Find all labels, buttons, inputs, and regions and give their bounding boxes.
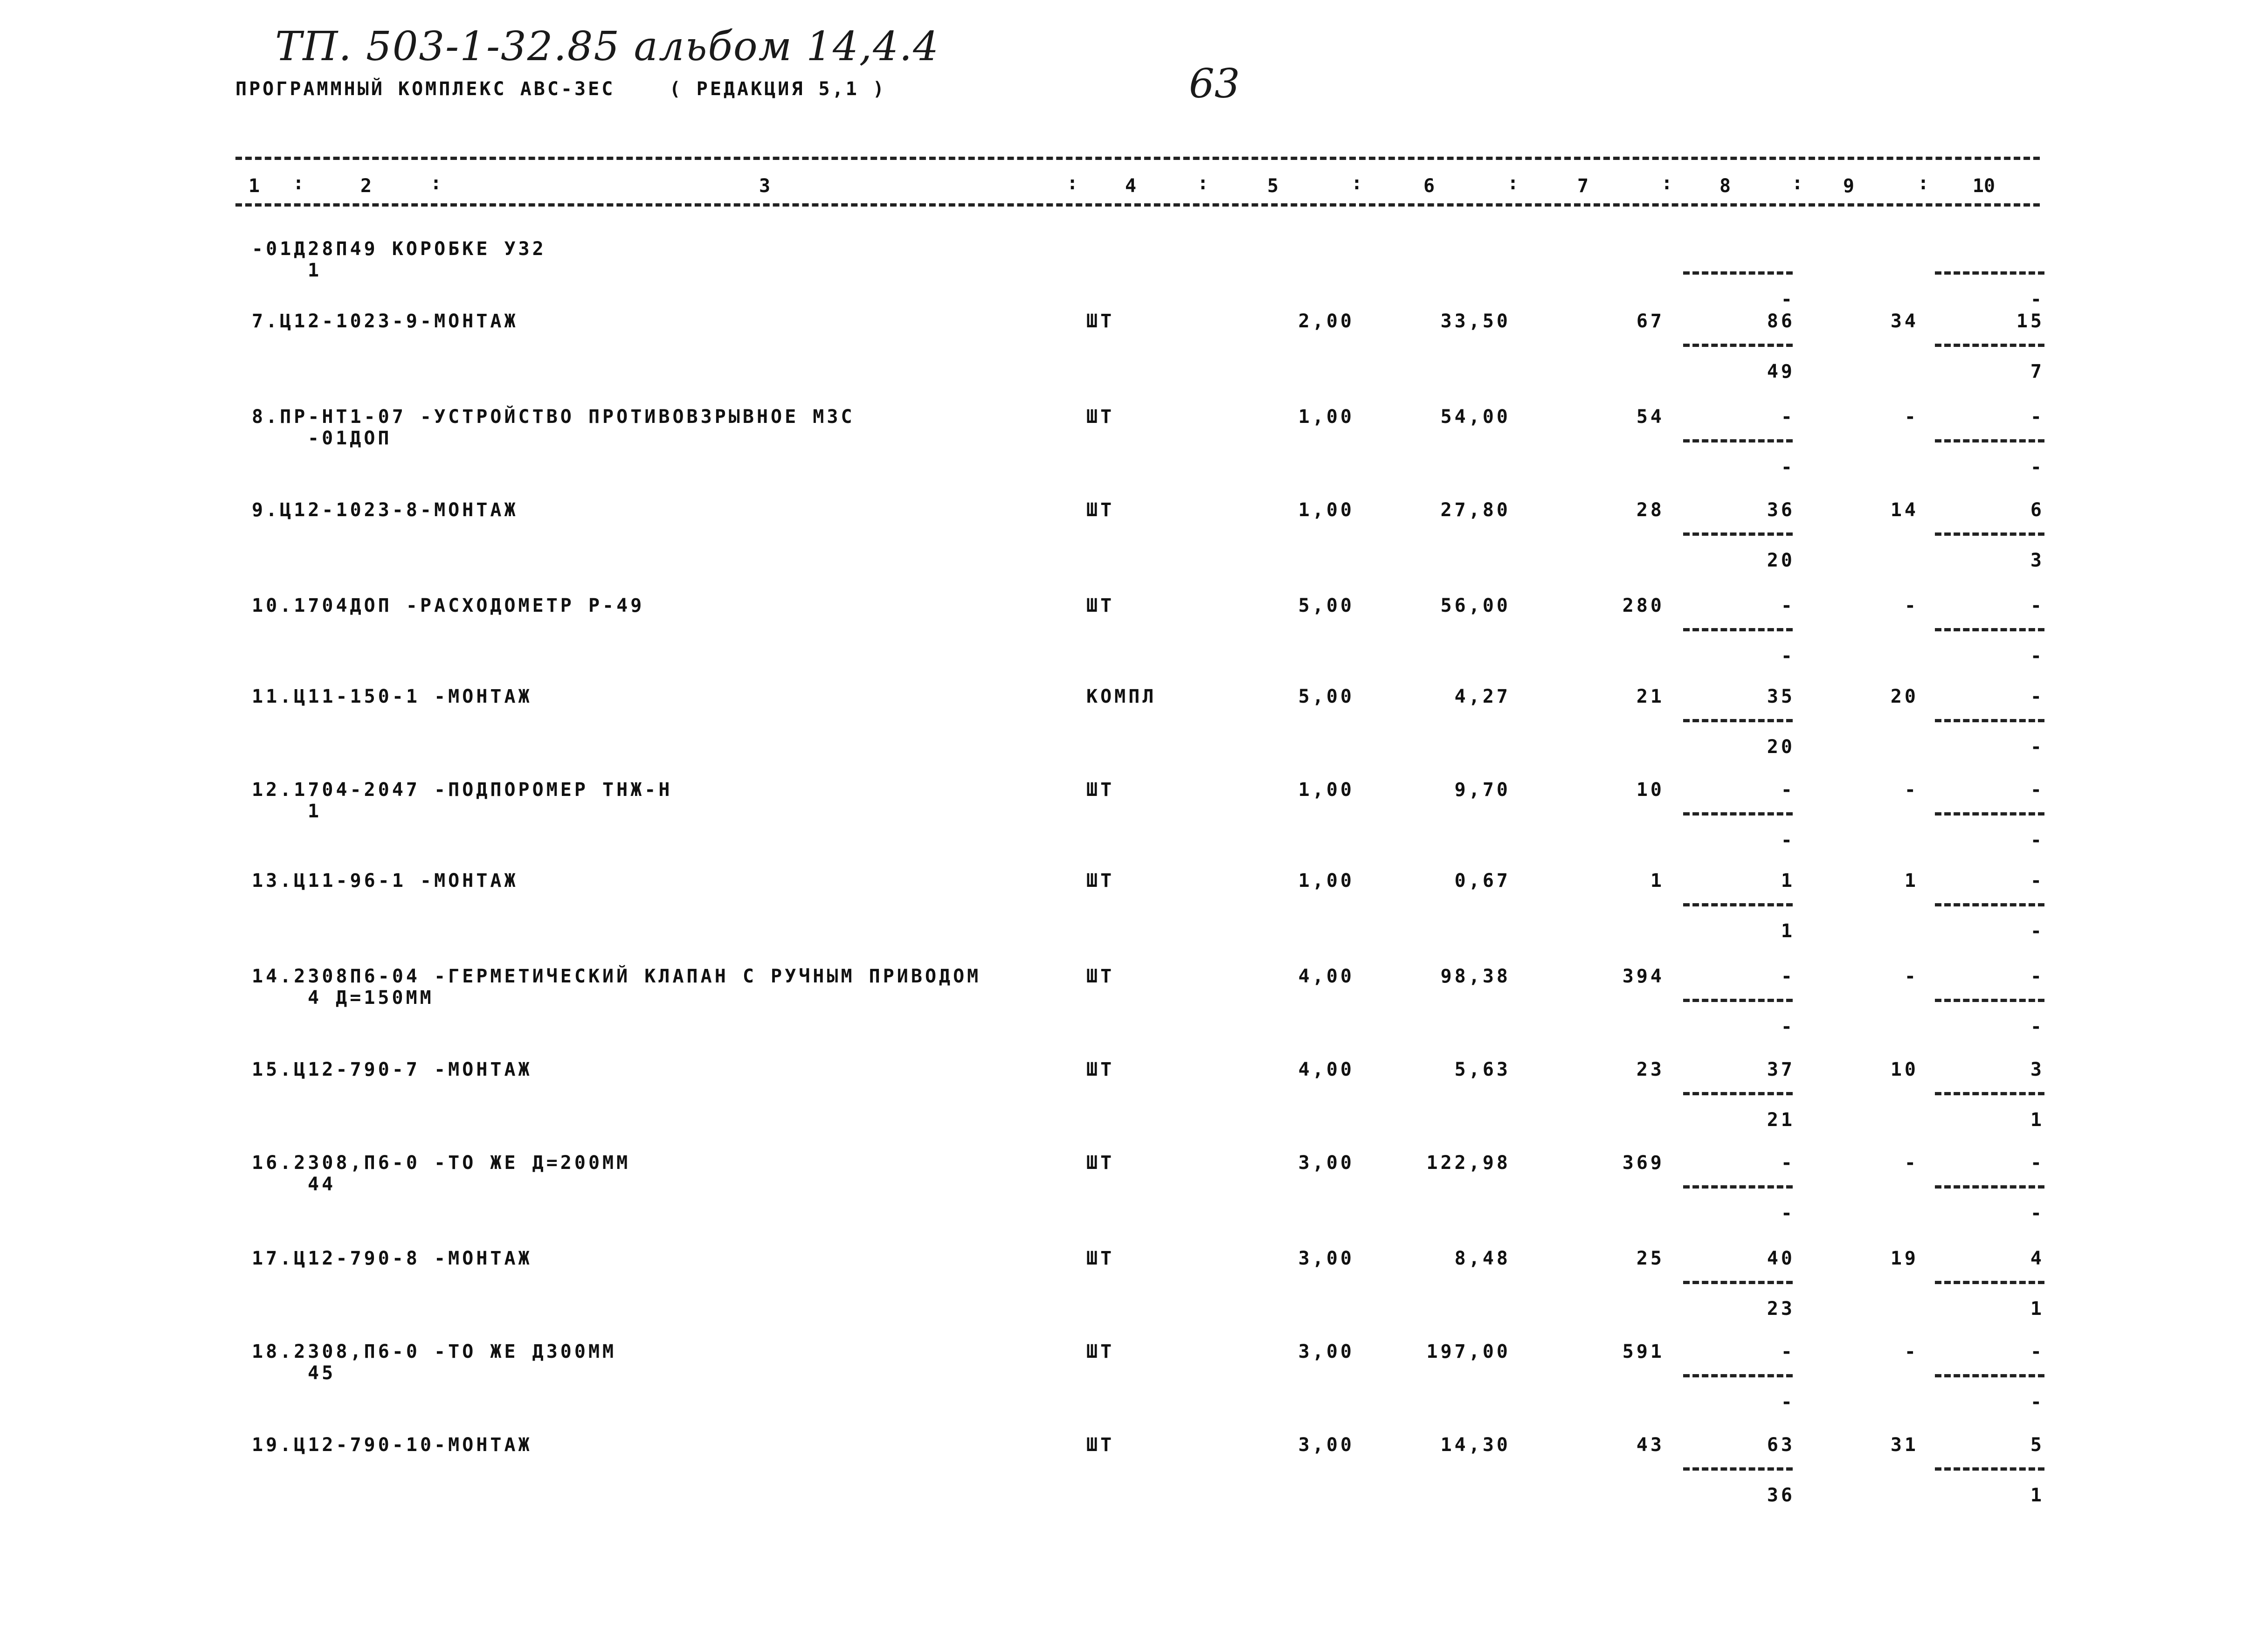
table-row	[0, 779, 2258, 872]
table-row	[0, 1058, 2258, 1152]
col8-upper-cell: 36	[1767, 499, 1795, 521]
fraction-line	[1683, 439, 1793, 442]
col10-lower-cell: -	[2030, 289, 2044, 310]
row-description: 10.1704ДОП -РАСХОДОМЕТР Р-49	[252, 595, 645, 616]
column-header: 5	[1267, 175, 1279, 197]
col8-upper-cell: 37	[1767, 1059, 1795, 1080]
col10-lower-cell: -	[2030, 829, 2044, 851]
col10-upper-cell: 3	[2030, 1059, 2044, 1080]
fraction-line	[1683, 719, 1793, 722]
column-separator: :	[430, 173, 442, 194]
fraction-line	[1683, 532, 1793, 536]
col10-lower-cell: 7	[2030, 361, 2044, 382]
col9-cell: 19	[1890, 1248, 1919, 1269]
quantity-cell: 3,00	[1298, 1152, 1354, 1174]
row-description: 7.Ц12-1023-9-МОНТАЖ	[252, 311, 518, 332]
unit-cell: ШТ	[1086, 406, 1115, 428]
unit-price-cell: 0,67	[1454, 870, 1511, 892]
total-cost-cell: 25	[1636, 1248, 1664, 1269]
program-edition: ( РЕДАКЦИЯ 5,1 )	[669, 78, 886, 100]
col10-lower-cell: 1	[2030, 1298, 2044, 1320]
column-separator: :	[1066, 173, 1078, 194]
quantity-cell: 1,00	[1298, 406, 1354, 428]
table-row	[0, 406, 2258, 499]
col8-lower-cell: 1	[1781, 920, 1795, 942]
col8-upper-cell: -	[1781, 1152, 1795, 1174]
col10-upper-cell: 4	[2030, 1248, 2044, 1269]
fraction-line	[1935, 719, 2044, 722]
unit-price-cell: 9,70	[1454, 779, 1511, 801]
fraction-line	[1683, 903, 1793, 906]
total-cost-cell: 280	[1622, 595, 1664, 616]
col10-upper-cell: -	[2030, 1152, 2044, 1174]
row-description: 9.Ц12-1023-8-МОНТАЖ	[252, 499, 518, 521]
fraction-line	[1683, 1185, 1793, 1189]
col10-upper-cell: -	[2030, 779, 2044, 801]
col8-upper-cell: 1	[1781, 870, 1795, 892]
col8-upper-cell: -	[1781, 595, 1795, 616]
fraction-line	[1935, 999, 2044, 1002]
col10-lower-cell: -	[2030, 456, 2044, 478]
column-separator: :	[1351, 173, 1363, 194]
quantity-cell: 4,00	[1298, 966, 1354, 987]
col8-upper-cell: 40	[1767, 1248, 1795, 1269]
col8-lower-cell: -	[1781, 1203, 1795, 1224]
col10-upper-cell: -	[2030, 595, 2044, 616]
column-header: 8	[1719, 175, 1731, 197]
unit-cell: КОМПЛ	[1086, 686, 1157, 707]
column-separator: :	[1507, 173, 1519, 194]
col8-lower-cell: 20	[1767, 550, 1795, 571]
col9-cell: 10	[1890, 1059, 1919, 1080]
table-row	[0, 310, 2258, 403]
table-row	[0, 965, 2258, 1058]
column-header: 4	[1125, 175, 1137, 197]
col10-lower-cell: 1	[2030, 1109, 2044, 1131]
col10-lower-cell: 3	[2030, 550, 2044, 571]
total-cost-cell: 23	[1636, 1059, 1664, 1080]
col8-lower-cell: -	[1781, 645, 1795, 667]
column-header: 1	[248, 175, 260, 197]
column-separator: :	[1197, 173, 1209, 194]
unit-cell: ШТ	[1086, 499, 1115, 521]
col8-lower-cell: 49	[1767, 361, 1795, 382]
col8-upper-cell: 86	[1767, 311, 1795, 332]
col8-lower-cell: 20	[1767, 736, 1795, 758]
column-header: 10	[1972, 175, 1996, 197]
table-row	[0, 1152, 2258, 1245]
col9-cell: 31	[1890, 1434, 1919, 1456]
col10-upper-cell: 5	[2030, 1434, 2044, 1456]
quantity-cell: 1,00	[1298, 870, 1354, 892]
row-description: 17.Ц12-790-8 -МОНТАЖ	[252, 1248, 532, 1269]
col9-cell: -	[1904, 1341, 1919, 1362]
table-row	[0, 1247, 2258, 1341]
total-cost-cell: 67	[1636, 311, 1664, 332]
col10-lower-cell: 1	[2030, 1485, 2044, 1506]
unit-cell: ШТ	[1086, 1434, 1115, 1456]
quantity-cell: 5,00	[1298, 595, 1354, 616]
fraction-line	[1683, 344, 1793, 347]
program-name: ПРОГРАММНЫЙ КОМПЛЕКС АВС-3ЕС	[235, 78, 615, 100]
fraction-line	[1935, 1185, 2044, 1189]
fraction-line	[1683, 271, 1793, 275]
unit-cell: ШТ	[1086, 1248, 1115, 1269]
program-header	[235, 78, 886, 100]
row-description: -01Д28П49 КОРОБКЕ У32	[252, 238, 546, 260]
column-header: 7	[1577, 175, 1589, 197]
col9-cell: -	[1904, 779, 1919, 801]
col9-cell: -	[1904, 1152, 1919, 1174]
column-separator: :	[1661, 173, 1673, 194]
unit-price-cell: 98,38	[1440, 966, 1511, 987]
col9-cell: 20	[1890, 686, 1919, 707]
col8-upper-cell: 63	[1767, 1434, 1795, 1456]
unit-price-cell: 14,30	[1440, 1434, 1511, 1456]
fraction-line	[1683, 1281, 1793, 1284]
unit-cell: ШТ	[1086, 1341, 1115, 1362]
fraction-line	[1935, 1467, 2044, 1471]
col8-upper-cell: -	[1781, 406, 1795, 428]
fraction-line	[1683, 999, 1793, 1002]
row-description-cont: 1	[308, 260, 322, 281]
column-separator: :	[292, 173, 304, 194]
col8-upper-cell: -	[1781, 966, 1795, 987]
row-description: 11.Ц11-150-1 -МОНТАЖ	[252, 686, 532, 707]
table-row	[0, 1434, 2258, 1527]
total-cost-cell: 21	[1636, 686, 1664, 707]
col10-lower-cell: -	[2030, 1203, 2044, 1224]
table-row	[0, 870, 2258, 963]
unit-cell: ШТ	[1086, 966, 1115, 987]
row-description: 14.2308П6-04 -ГЕРМЕТИЧЕСКИЙ КЛАПАН С РУЧНЫМ ПРИВОДОМ	[252, 966, 981, 987]
col10-upper-cell: -	[2030, 1341, 2044, 1362]
unit-price-cell: 54,00	[1440, 406, 1511, 428]
row-description-cont: 4 Д=150ММ	[308, 987, 434, 1009]
row-description: 16.2308,П6-0 -ТО ЖЕ Д=200ММ	[252, 1152, 631, 1174]
fraction-line	[1935, 628, 2044, 631]
fraction-line	[1935, 1092, 2044, 1095]
col9-cell: 1	[1904, 870, 1919, 892]
row-description: 15.Ц12-790-7 -МОНТАЖ	[252, 1059, 532, 1080]
unit-price-cell: 197,00	[1426, 1341, 1511, 1362]
column-header: 6	[1423, 175, 1435, 197]
col8-lower-cell: 21	[1767, 1109, 1795, 1131]
unit-price-cell: 5,63	[1454, 1059, 1511, 1080]
fraction-line	[1935, 532, 2044, 536]
col8-lower-cell: -	[1781, 456, 1795, 478]
fraction-line	[1683, 628, 1793, 631]
quantity-cell: 2,00	[1298, 311, 1354, 332]
unit-cell: ШТ	[1086, 1152, 1115, 1174]
col8-lower-cell: 36	[1767, 1485, 1795, 1506]
fraction-line	[1935, 903, 2044, 906]
col8-lower-cell: -	[1781, 289, 1795, 310]
row-description: 19.Ц12-790-10-МОНТАЖ	[252, 1434, 532, 1456]
unit-price-cell: 8,48	[1454, 1248, 1511, 1269]
unit-cell: ШТ	[1086, 311, 1115, 332]
total-cost-cell: 394	[1622, 966, 1664, 987]
column-separator: :	[1917, 173, 1929, 194]
unit-cell: ШТ	[1086, 779, 1115, 801]
page-number: 63	[1189, 61, 1240, 107]
table-row	[0, 499, 2258, 592]
quantity-cell: 1,00	[1298, 499, 1354, 521]
quantity-cell: 1,00	[1298, 779, 1354, 801]
col8-upper-cell: 35	[1767, 686, 1795, 707]
col9-cell: -	[1904, 406, 1919, 428]
fraction-line	[1683, 1092, 1793, 1095]
fraction-line	[1935, 1374, 2044, 1377]
total-cost-cell: 10	[1636, 779, 1664, 801]
total-cost-cell: 591	[1622, 1341, 1664, 1362]
col10-lower-cell: -	[2030, 1391, 2044, 1413]
fraction-line	[1935, 271, 2044, 275]
fraction-line	[1683, 1374, 1793, 1377]
fraction-line	[1683, 812, 1793, 816]
col9-cell: 34	[1890, 311, 1919, 332]
row-description: 12.1704-2047 -ПОДПОРОМЕР ТНЖ-Н	[252, 779, 673, 801]
col9-cell: -	[1904, 595, 1919, 616]
col8-lower-cell: -	[1781, 1391, 1795, 1413]
total-cost-cell: 54	[1636, 406, 1664, 428]
total-cost-cell: 28	[1636, 499, 1664, 521]
row-description-cont: 45	[308, 1362, 336, 1384]
fraction-line	[1935, 1281, 2044, 1284]
column-header: 3	[759, 175, 771, 197]
row-description-cont: 44	[308, 1174, 336, 1195]
row-description: 8.ПР-НТ1-07 -УСТРОЙСТВО ПРОТИВОВЗРЫВНОЕ МЗС	[252, 406, 855, 428]
col9-cell: 14	[1890, 499, 1919, 521]
table-top-rule	[235, 157, 2040, 160]
unit-cell: ШТ	[1086, 595, 1115, 616]
row-description-cont: 1	[308, 801, 322, 822]
col8-upper-cell: -	[1781, 779, 1795, 801]
quantity-cell: 4,00	[1298, 1059, 1354, 1080]
col8-lower-cell: 23	[1767, 1298, 1795, 1320]
table-row	[0, 685, 2258, 779]
quantity-cell: 3,00	[1298, 1248, 1354, 1269]
fraction-line	[1683, 1467, 1793, 1471]
col10-lower-cell: -	[2030, 645, 2044, 667]
unit-cell: ШТ	[1086, 870, 1115, 892]
fraction-line	[1935, 344, 2044, 347]
fraction-line	[1935, 812, 2044, 816]
col8-lower-cell: -	[1781, 829, 1795, 851]
quantity-cell: 3,00	[1298, 1341, 1354, 1362]
col10-upper-cell: -	[2030, 406, 2044, 428]
row-description: 18.2308,П6-0 -ТО ЖЕ Д300ММ	[252, 1341, 617, 1362]
unit-price-cell: 4,27	[1454, 686, 1511, 707]
total-cost-cell: 1	[1650, 870, 1664, 892]
col10-upper-cell: -	[2030, 966, 2044, 987]
row-description: 13.Ц11-96-1 -МОНТАЖ	[252, 870, 518, 892]
col10-upper-cell: 6	[2030, 499, 2044, 521]
unit-price-cell: 33,50	[1440, 311, 1511, 332]
column-separator: :	[1791, 173, 1803, 194]
col8-upper-cell: -	[1781, 1341, 1795, 1362]
col9-cell: -	[1904, 966, 1919, 987]
fraction-line	[1935, 439, 2044, 442]
unit-price-cell: 56,00	[1440, 595, 1511, 616]
table-header-rule	[235, 203, 2040, 207]
handwritten-document-reference: ТП. 503-1-32.85 альбом 14,4.4	[275, 23, 939, 70]
column-header: 2	[360, 175, 372, 197]
row-description-cont: -01ДОП	[308, 428, 392, 449]
total-cost-cell: 43	[1636, 1434, 1664, 1456]
col10-lower-cell: -	[2030, 920, 2044, 942]
table-row	[0, 594, 2258, 688]
total-cost-cell: 369	[1622, 1152, 1664, 1174]
unit-price-cell: 27,80	[1440, 499, 1511, 521]
quantity-cell: 3,00	[1298, 1434, 1354, 1456]
quantity-cell: 5,00	[1298, 686, 1354, 707]
col10-upper-cell: -	[2030, 686, 2044, 707]
unit-cell: ШТ	[1086, 1059, 1115, 1080]
col10-upper-cell: -	[2030, 870, 2044, 892]
col10-upper-cell: 15	[2016, 311, 2044, 332]
column-header: 9	[1843, 175, 1855, 197]
col10-lower-cell: -	[2030, 1016, 2044, 1037]
table-row	[0, 1341, 2258, 1434]
col10-lower-cell: -	[2030, 736, 2044, 758]
unit-price-cell: 122,98	[1426, 1152, 1511, 1174]
col8-lower-cell: -	[1781, 1016, 1795, 1037]
